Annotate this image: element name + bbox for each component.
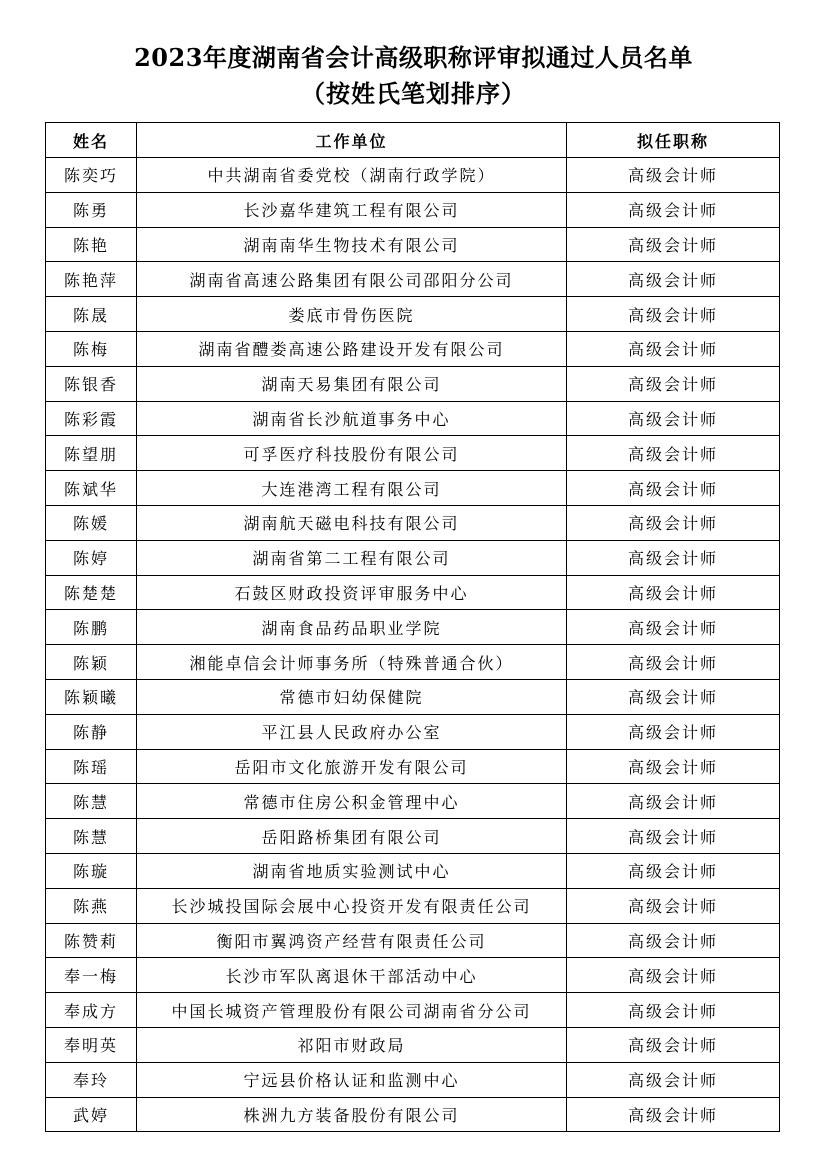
- cell-unit: 湖南航天磁电科技有限公司: [137, 505, 567, 540]
- header-title: 拟任职称: [567, 123, 780, 158]
- cell-name: 陈瑶: [46, 749, 137, 784]
- cell-name: 陈燕: [46, 888, 137, 923]
- cell-unit: 湖南省醴娄高速公路建设开发有限公司: [137, 331, 567, 366]
- cell-unit: 大连港湾工程有限公司: [137, 471, 567, 506]
- cell-title: 高级会计师: [567, 714, 780, 749]
- table-row: [46, 679, 780, 714]
- cell-name: 武婷: [46, 1097, 137, 1132]
- cell-unit: 石鼓区财政投资评审服务中心: [137, 575, 567, 610]
- table-row: [46, 923, 780, 958]
- cell-title: 高级会计师: [567, 819, 780, 854]
- cell-unit: 湖南天易集团有限公司: [137, 366, 567, 401]
- table-row: [46, 331, 780, 366]
- cell-title: 高级会计师: [567, 471, 780, 506]
- cell-name: 陈晟: [46, 297, 137, 332]
- cell-title: 高级会计师: [567, 227, 780, 262]
- cell-name: 陈婷: [46, 540, 137, 575]
- cell-name: 奉成方: [46, 993, 137, 1028]
- table-row: [46, 158, 780, 193]
- cell-unit: 湖南南华生物技术有限公司: [137, 227, 567, 262]
- table-row: [46, 819, 780, 854]
- cell-name: 奉一梅: [46, 958, 137, 993]
- cell-title: 高级会计师: [567, 993, 780, 1028]
- cell-name: 陈艳萍: [46, 262, 137, 297]
- table-row: [46, 505, 780, 540]
- cell-unit: 株洲九方装备股份有限公司: [137, 1097, 567, 1132]
- table-row: [46, 958, 780, 993]
- cell-unit: 平江县人民政府办公室: [137, 714, 567, 749]
- cell-unit: 可孚医疗科技股份有限公司: [137, 436, 567, 471]
- cell-name: 陈艳: [46, 227, 137, 262]
- cell-unit: 岳阳市文化旅游开发有限公司: [137, 749, 567, 784]
- cell-unit: 湘能卓信会计师事务所（特殊普通合伙）: [137, 645, 567, 680]
- cell-title: 高级会计师: [567, 505, 780, 540]
- cell-unit: 中共湖南省委党校（湖南行政学院）: [137, 158, 567, 193]
- cell-name: 陈楚楚: [46, 575, 137, 610]
- table-row: [46, 714, 780, 749]
- cell-title: 高级会计师: [567, 158, 780, 193]
- cell-title: 高级会计师: [567, 679, 780, 714]
- table-row: [46, 227, 780, 262]
- table-row: [46, 1097, 780, 1132]
- cell-title: 高级会计师: [567, 784, 780, 819]
- cell-name: 陈勇: [46, 192, 137, 227]
- cell-title: 高级会计师: [567, 297, 780, 332]
- table-row: [46, 192, 780, 227]
- table-row: [46, 1027, 780, 1062]
- cell-unit: 湖南省第二工程有限公司: [137, 540, 567, 575]
- table-row: [46, 540, 780, 575]
- header-row: [46, 123, 780, 158]
- cell-title: 高级会计师: [567, 262, 780, 297]
- cell-unit: 常德市妇幼保健院: [137, 679, 567, 714]
- roster-table: [45, 122, 780, 1132]
- cell-name: 陈慧: [46, 819, 137, 854]
- cell-name: 陈望朋: [46, 436, 137, 471]
- page-title: 2023年度湖南省会计高级职称评审拟通过人员名单: [134, 43, 693, 72]
- table-row: [46, 645, 780, 680]
- cell-name: 陈颖曦: [46, 679, 137, 714]
- cell-name: 陈梅: [46, 331, 137, 366]
- cell-name: 奉明英: [46, 1027, 137, 1062]
- cell-name: 陈媛: [46, 505, 137, 540]
- header-name: 姓名: [46, 123, 137, 158]
- cell-unit: 中国长城资产管理股份有限公司湖南省分公司: [137, 993, 567, 1028]
- cell-name: 奉玲: [46, 1062, 137, 1097]
- cell-title: 高级会计师: [567, 436, 780, 471]
- cell-title: 高级会计师: [567, 575, 780, 610]
- cell-name: 陈慧: [46, 784, 137, 819]
- table-row: [46, 853, 780, 888]
- cell-unit: 湖南省高速公路集团有限公司邵阳分公司: [137, 262, 567, 297]
- cell-title: 高级会计师: [567, 888, 780, 923]
- cell-name: 陈鹏: [46, 610, 137, 645]
- cell-title: 高级会计师: [567, 401, 780, 436]
- cell-title: 高级会计师: [567, 540, 780, 575]
- cell-unit: 长沙城投国际会展中心投资开发有限责任公司: [137, 888, 567, 923]
- cell-name: 陈奕巧: [46, 158, 137, 193]
- cell-name: 陈银香: [46, 366, 137, 401]
- table-row: [46, 749, 780, 784]
- cell-unit: 娄底市骨伤医院: [137, 297, 567, 332]
- cell-title: 高级会计师: [567, 192, 780, 227]
- table-row: [46, 366, 780, 401]
- table-row: [46, 610, 780, 645]
- cell-unit: 衡阳市翼鸿资产经营有限责任公司: [137, 923, 567, 958]
- cell-title: 高级会计师: [567, 1097, 780, 1132]
- table-row: [46, 1062, 780, 1097]
- cell-unit: 湖南省地质实验测试中心: [137, 853, 567, 888]
- cell-unit: 祁阳市财政局: [137, 1027, 567, 1062]
- table-row: [46, 401, 780, 436]
- cell-title: 高级会计师: [567, 923, 780, 958]
- cell-name: 陈颖: [46, 645, 137, 680]
- table-row: [46, 888, 780, 923]
- cell-name: 陈璇: [46, 853, 137, 888]
- table-row: [46, 297, 780, 332]
- cell-unit: 宁远县价格认证和监测中心: [137, 1062, 567, 1097]
- cell-title: 高级会计师: [567, 1027, 780, 1062]
- cell-name: 陈静: [46, 714, 137, 749]
- table-row: [46, 262, 780, 297]
- cell-name: 陈斌华: [46, 471, 137, 506]
- table-row: [46, 471, 780, 506]
- cell-title: 高级会计师: [567, 610, 780, 645]
- table-row: [46, 784, 780, 819]
- cell-title: 高级会计师: [567, 958, 780, 993]
- cell-title: 高级会计师: [567, 366, 780, 401]
- table-row: [46, 575, 780, 610]
- cell-unit: 长沙嘉华建筑工程有限公司: [137, 192, 567, 227]
- roster-body: [46, 158, 780, 1132]
- cell-unit: 长沙市军队离退休干部活动中心: [137, 958, 567, 993]
- cell-title: 高级会计师: [567, 1062, 780, 1097]
- table-row: [46, 436, 780, 471]
- cell-unit: 常德市住房公积金管理中心: [137, 784, 567, 819]
- cell-name: 陈彩霞: [46, 401, 137, 436]
- table-row: [46, 993, 780, 1028]
- cell-unit: 岳阳路桥集团有限公司: [137, 819, 567, 854]
- cell-title: 高级会计师: [567, 331, 780, 366]
- cell-title: 高级会计师: [567, 853, 780, 888]
- cell-unit: 湖南省长沙航道事务中心: [137, 401, 567, 436]
- cell-name: 陈赞莉: [46, 923, 137, 958]
- header-unit: 工作单位: [137, 123, 567, 158]
- cell-unit: 湖南食品药品职业学院: [137, 610, 567, 645]
- page-subtitle: （按姓氏笔划排序）: [301, 79, 526, 108]
- cell-title: 高级会计师: [567, 645, 780, 680]
- cell-title: 高级会计师: [567, 749, 780, 784]
